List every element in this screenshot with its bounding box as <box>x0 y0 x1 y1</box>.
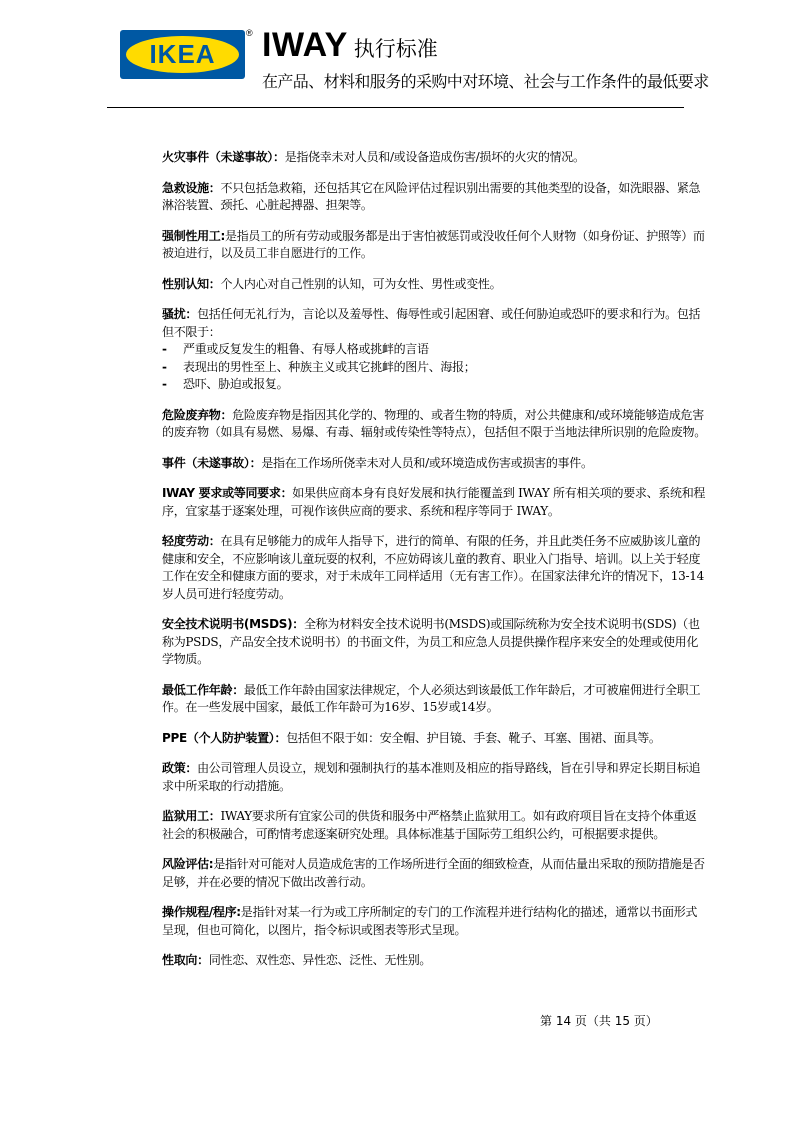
definition-entry <box>162 276 707 294</box>
definition-entry <box>162 149 707 167</box>
document-title <box>262 26 438 65</box>
definition-term: 操作规程/程序: <box>162 905 241 919</box>
bullet-text: 恐吓、胁迫或报复。 <box>183 377 289 391</box>
definition-entry <box>162 760 707 795</box>
ikea-logo <box>120 30 245 79</box>
bullet-dash: - <box>162 342 167 356</box>
definition-entry <box>162 808 707 843</box>
definition-term: 骚扰： <box>162 307 198 321</box>
definition-entry <box>162 228 707 263</box>
definition-term: 性别认知： <box>162 276 221 291</box>
bullet-item <box>162 359 707 377</box>
definition-text: 危险废弃物是指因其化学的、物理的、或者生物的特质，对公共健康和/或环境能够造成危害的废弃物（如具有易燃、易爆、有毒、辐射或传染性等特点），包括但不限于当地法律所识别的危险废物。 <box>162 407 706 439</box>
definition-entry <box>162 533 707 603</box>
definition-text: 是指针对某一行为或工序所制定的专门的工作流程并进行结构化的描述，通常以书面形式呈现，但也可简化，以图片，指令标识或图表等形式呈现。 <box>162 905 698 937</box>
definition-text: 包括但不限于如：安全帽、护目镜、手套、靴子、耳塞、围裙、面具等。 <box>286 730 661 745</box>
definition-text: 全称为材料安全技术说明书(MSDS)或国际统称为安全技术说明书(SDS)（也称为PSDS，产品安全技术说明书）的书面文件，为员工和应急人员提供操作程序来安全的处理或使用化学物质。 <box>162 617 700 666</box>
bullet-item <box>162 376 707 394</box>
definition-entry <box>162 856 707 891</box>
definition-text: 如果供应商本身有良好发展和执行能覆盖到 IWAY 所有相关项的要求、系统和程序，宜家基于逐案处理，可视作该供应商的要求、系统和程序等同于 IWAY。 <box>162 486 706 518</box>
bullet-dash: - <box>162 359 167 374</box>
definition-term: 性取向： <box>162 953 209 967</box>
definition-term: 急救设施： <box>162 180 221 195</box>
definition-entry <box>162 952 707 970</box>
definition-entry <box>162 682 707 717</box>
title-standard: 执行标准 <box>353 37 438 61</box>
bullet-text: 表现出的男性至上、种族主义或其它挑衅的图片、海报； <box>183 359 476 374</box>
definition-text: 最低工作年龄由国家法律规定，个人必须达到该最低工作年龄后，才可被雇佣进行全职工作。在一些发展中国家，最低工作年龄可为16岁、15岁或14岁。 <box>162 682 701 714</box>
definition-text: 包括任何无礼行为，言论以及羞辱性、侮辱性或引起困窘、或任何胁迫或恐吓的要求和行为。包括但不限于： <box>162 307 701 339</box>
definition-entry <box>162 730 707 748</box>
definition-term: 事件（未遂事故）： <box>162 455 262 470</box>
logo-text: IKEA <box>149 39 216 69</box>
bullet-text: 严重或反复发生的粗鲁、有辱人格或挑衅的言语 <box>183 342 429 356</box>
definition-text: 不只包括急救箱，还包括其它在风险评估过程识别出需要的其他类型的设备，如洗眼器、紧急淋浴装置、颈托、心脏起搏器、担架等。 <box>162 180 701 212</box>
definition-text: 由公司管理人员设立，规划和强制执行的基本准则及相应的指导路线，旨在引导和界定长期目标追求中所采取的行动措施。 <box>162 761 701 793</box>
title-brand: IWAY <box>262 26 348 64</box>
definition-entry <box>162 180 707 215</box>
bullet-item <box>162 341 707 359</box>
bullet-dash: - <box>162 377 167 391</box>
definition-entry <box>162 455 707 473</box>
definition-term: IWAY 要求或等同要求： <box>162 486 293 500</box>
definition-entry <box>162 616 707 669</box>
registered-mark: ® <box>246 28 253 38</box>
definition-entry <box>162 485 707 520</box>
logo-oval <box>126 36 239 73</box>
definition-text: 是指针对可能对人员造成危害的工作场所进行全面的细致检查，从而估量出采取的预防措施是否足够，并在必要的情况下做出改善行动。 <box>162 857 705 889</box>
definitions-list <box>162 149 707 983</box>
definition-text: IWAY要求所有宜家公司的供货和服务中严格禁止监狱用工。如有政府项目旨在支持个体重返社会的积极融合，可酌情考虑逐案研究处理。具体标准基于国际劳工组织公约，可根据要求提供。 <box>162 809 697 841</box>
definition-term: 火灾事件（未遂事故）： <box>162 150 285 164</box>
definition-text: 是指在工作场所侥幸未对人员和/或环境造成伤害或损害的事件。 <box>261 455 593 470</box>
definition-term: 强制性用工: <box>162 228 225 243</box>
definition-text: 同性恋、双性恋、异性恋、泛性、无性别。 <box>208 953 432 967</box>
definition-term: 政策： <box>162 761 198 775</box>
document-subtitle: 在产品、材料和服务的采购中对环境、社会与工作条件的最低要求 <box>262 72 709 91</box>
definition-entry <box>162 407 707 442</box>
definition-term: 风险评估: <box>162 857 214 871</box>
header-divider <box>107 107 684 108</box>
definition-term: 轻度劳动： <box>162 534 221 548</box>
definition-text: 是指员工的所有劳动或服务都是出于害怕被惩罚或没收任何个人财物（如身份证、护照等）而被迫进行，以及员工非自愿进行的工作。 <box>162 228 705 260</box>
definition-term: 危险废弃物： <box>162 407 233 422</box>
definition-term: 安全技术说明书(MSDS)： <box>162 617 304 631</box>
definition-text: 是指侥幸未对人员和/或设备造成伤害/损坏的火灾的情况。 <box>284 150 585 164</box>
definition-text: 在具有足够能力的成年人指导下，进行的简单、有限的任务，并且此类任务不应威胁该儿童的健康和安全，不应影响该儿童玩耍的权利，不应妨碍该儿童的教育、职业入门指导、培训。以上关于轻度工作在安全和健康方面的要求，对于未成年工同样适用（无有害工作）。在国家法律允许的情况下，13-14 岁人员可进行轻度劳动。 <box>162 534 704 601</box>
definition-entry <box>162 306 707 394</box>
definition-entry <box>162 904 707 939</box>
definition-term: 最低工作年龄： <box>162 682 244 697</box>
definition-term: 监狱用工： <box>162 809 221 823</box>
page-number: 第 14 页（共 15 页） <box>540 1014 658 1028</box>
definition-term: PPE（个人防护装置）： <box>162 730 287 745</box>
definition-text: 个人内心对自己性别的认知，可为女性、男性或变性。 <box>220 276 502 291</box>
